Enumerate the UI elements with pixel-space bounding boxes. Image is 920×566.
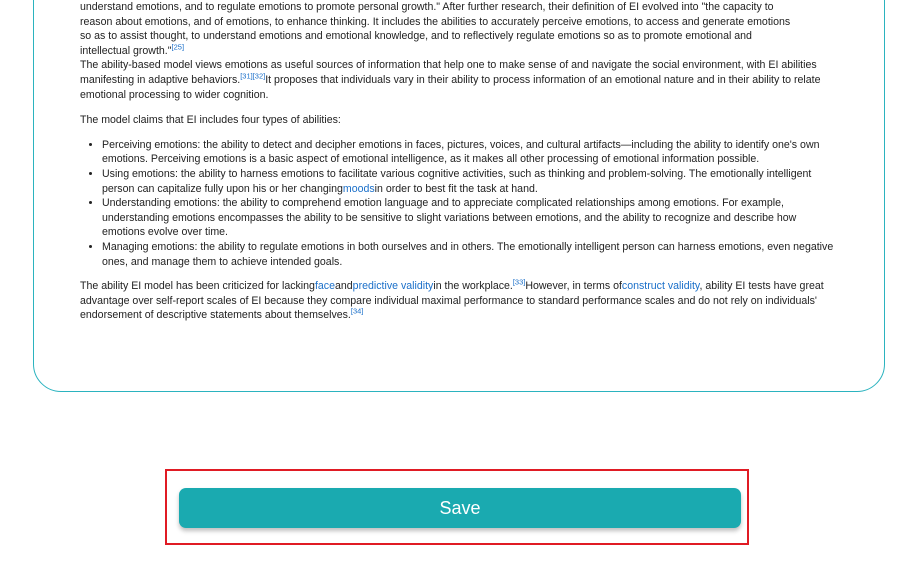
citation-link[interactable]: [25] [171, 42, 185, 52]
list-item [102, 167, 842, 196]
paragraph-text: and [334, 280, 353, 293]
abilities-intro: The model claims that EI includes four types of abilities: [80, 114, 341, 127]
intro-line: understand emotions, and to regulate emotions to promote personal growth." After further research, their definition of EI evolved into "the capacity to [80, 1, 774, 13]
construct-validity-link[interactable]: construct validity [621, 280, 700, 293]
list-item [102, 138, 842, 167]
citation-link[interactable]: [32] [252, 71, 266, 81]
intro-paragraph [80, 0, 842, 58]
list-item-text: Managing emotions: the ability to regulate emotions in both ourselves and in others. The emotionally intelligent person can harness emotions, even negative ones, and manage them to achieve intended goals. [102, 240, 834, 268]
intro-line: reason about emotions, and of emotions, to enhance thinking. It includes the abilities to accurately perceive emotions, to access and generate emotions [80, 15, 791, 28]
paragraph-text: , ability EI tests have great advantage over self-report scales of EI because they compare individual maximal performance to standard performance scales and do not rely on individuals' endorsement of descriptive statements about themselves. [80, 280, 824, 322]
citation-link[interactable]: [33] [512, 277, 526, 287]
moods-link[interactable]: moods [342, 182, 375, 195]
intro-line: so as to assist thought, to understand emotions and emotional knowledge, and to reflectively regulate emotions so as to promote emotional and [80, 30, 752, 43]
paragraph-text: The ability-based model views emotions as useful sources of information that help one to make sense of and navigate the social environment, with EI abilities manifesting in adaptive behaviors. [80, 59, 817, 86]
criticism-paragraph [80, 279, 842, 323]
paragraph-text: in the workplace. [433, 280, 513, 293]
ability-model-paragraph [80, 58, 842, 102]
article-body [80, 0, 842, 323]
list-item [102, 240, 842, 269]
intro-line: intellectual growth." [80, 44, 172, 57]
list-item-text: Understanding emotions: the ability to comprehend emotion language and to appreciate complicated relationships among emotions. For example, understanding emotions encompasses the ability to be sensitive to slight variations between emotions, and the ability to recognize and describe how emotions evolve over time. [102, 197, 797, 239]
face-validity-link[interactable]: face [314, 280, 335, 293]
list-item-text: Perceiving emotions: the ability to detect and decipher emotions in faces, pictures, voices, and cultural artifacts—including the ability to identify one's own emotions. Perceiving emotions is a basic aspect of emotional intelligence, as it makes all other processing of emotional information possible. [102, 138, 820, 166]
paragraph-text: It proposes that individuals vary in their ability to process information of an emotional nature and in their ability to relate emotional processing to wider cognition. [80, 73, 821, 101]
citation-link[interactable]: [31] [240, 71, 253, 81]
list-item-text: in order to best fit the task at hand. [374, 182, 538, 195]
list-item-text: Using emotions: the ability to harness emotions to facilitate various cognitive activities, such as thinking and problem-solving. The emotionally intelligent person can capitalize fully upon his or her changing [102, 167, 812, 195]
list-item [102, 196, 842, 240]
citation-link[interactable]: [34] [350, 306, 364, 316]
predictive-validity-link[interactable]: predictive validity [352, 280, 434, 293]
save-button[interactable]: Save [179, 488, 741, 528]
paragraph-text: However, in terms of [525, 280, 622, 293]
abilities-list [80, 138, 842, 269]
paragraph-text: The ability EI model has been criticized for lacking [80, 280, 315, 293]
